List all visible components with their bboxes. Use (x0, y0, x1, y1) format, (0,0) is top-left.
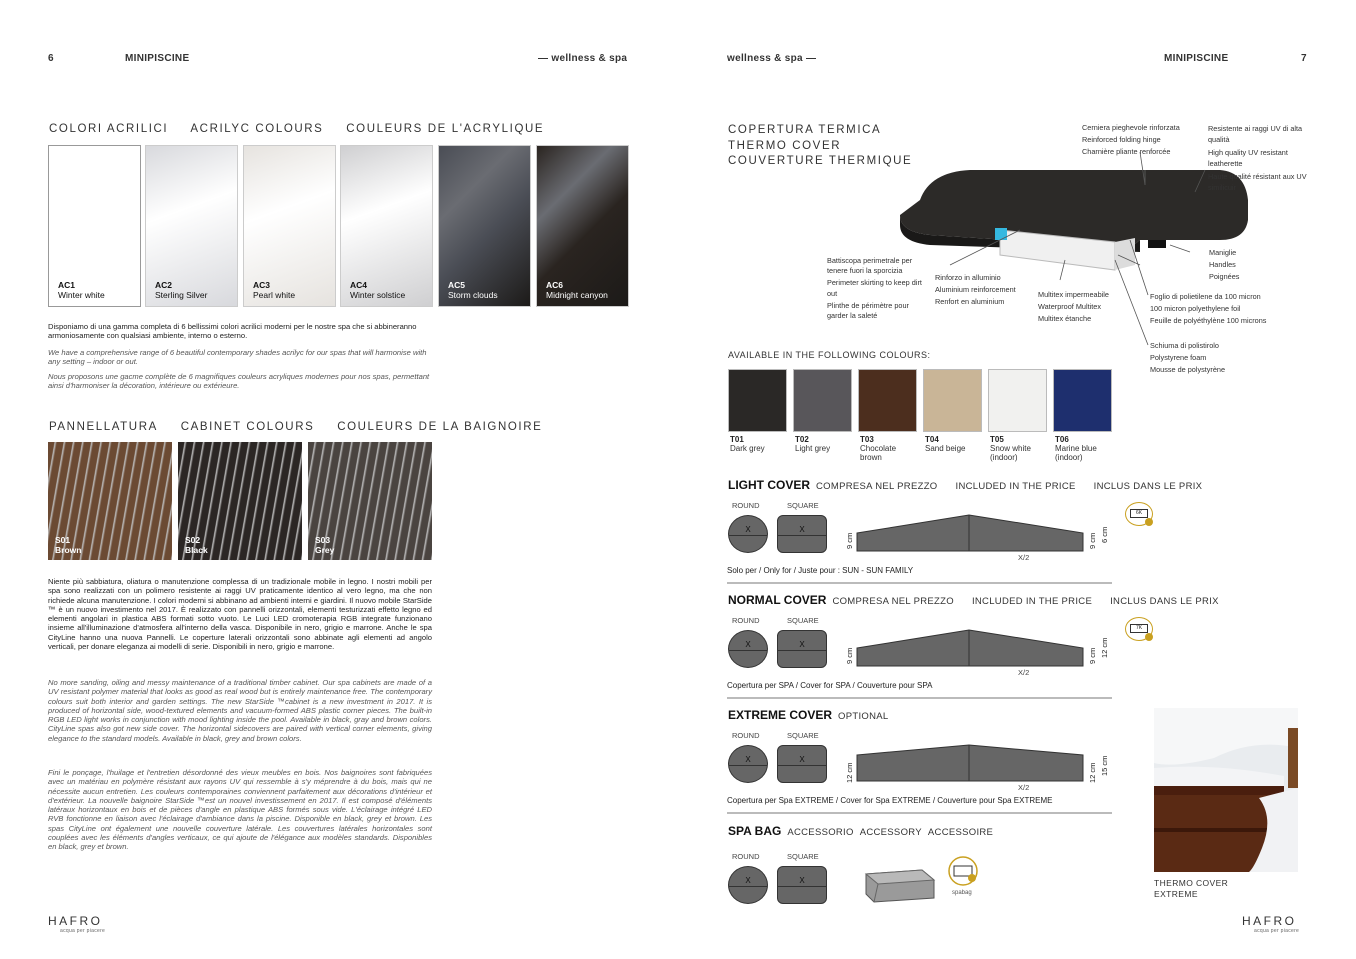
cover-colour-code: T06 (1055, 435, 1069, 444)
callout-foam: Schiuma di polistirolo Polystyrene foam Mousse de polystyrène (1150, 341, 1226, 375)
acrylic-swatch-name: Midnight canyon (546, 290, 608, 300)
cover-colour-label (990, 435, 1050, 462)
callout-multitex: Multitex impermeabile Waterproof Multitex Multitex étanche (1038, 290, 1109, 324)
right-logo-sub: acqua per piacere (1254, 928, 1300, 934)
cover-title (728, 593, 1219, 607)
cover-colour-code: T04 (925, 435, 939, 444)
acrylic-swatch-label (448, 280, 498, 300)
cover-thickness-check-icon (1145, 633, 1153, 641)
cover-title-text: EXTREME COVER (728, 708, 833, 722)
cover-thickness-icon (1125, 502, 1153, 526)
cover-half-label: X/2 (1018, 668, 1030, 677)
cover-subtitle: COMPRESA NEL PREZZO (816, 481, 938, 492)
cover-colour-name: Chocolate brown (860, 444, 897, 462)
cover-colour-name: Marine blue (indoor) (1055, 444, 1097, 462)
acrylic-swatch-name: Winter white (58, 290, 105, 300)
acrylic-swatch-name: Sterling Silver (155, 290, 208, 300)
right-section-tag: wellness & spa — (727, 53, 817, 64)
cabinet-swatch-label (55, 535, 81, 555)
thermo-title-fr: COUVERTURE THERMIQUE (728, 155, 913, 168)
cover-profile-diagram (856, 513, 1096, 563)
left-logo-text: HAFRO (48, 914, 103, 928)
cabinet-text-fr: Fini le ponçage, l'huilage et l'entretien désordonné des vieux meubles en bois. Nos baignoires sont fabriquées avec un matériau en polymère résistant aux rayons UV qui ressemble à s'y méprendre à du bois, mais qui ne nécessite aucun entretien. Les couleurs contemporaines conviennent parfaitement aux décorations d'intérieur et d'extérieur. La nouvelle baignoire StarSide ™est un nouvel investissement en 2017. Il est composé d'éléments latéraux horizontaux en bois et de pièces d'angle en plastique ABS formés sous vide. L'éclairage intégré LED RVB fonctionne en liaison avec l'éclairage d'ambiance dans la piscine. Disponible en black, grey et brown. Les spas CityLine ont également une nouvelle couverture latérale. Les couvertures latérales horizontales sont couplées avec les éléments d'angles verticaux, ce qui ajoute de l'élégance aux modèles standards. Disponibles en black, grey et brown. (48, 768, 432, 852)
cover-round-midline (729, 535, 767, 536)
cabinet-text-en: No more sanding, oiling and messy maintenance of a traditional timber cabinet. Our spa cabinets are made of a UV resistant polymer material that looks as good as real wood but is entirely maintenance free. The contemporary colours suit both interior and garden settings. The new StarSide ™cabinet is a new investment in 2017. It is produced of horizontal side, wood-textured elements and vacuum-formed ABS plastic corner pieces. The built-in RGB LED light works in conjunction with mood lighting inside the pool. Available in black, gray and brown colors. CityLine spas also got new side cover. The horizontal sidecovers are paired with vertical corner elements, giving elegance to the standard models. Available in black, grey and brown colors. (48, 678, 432, 743)
acrylic-text-en: We have a comprehensive range of 6 beautiful contemporary shades acrilyc for our spas that will harmonise with any setting – indoor or out. (48, 348, 427, 367)
acrylic-swatch-label (155, 280, 207, 300)
acrylic-titles (49, 123, 562, 135)
cabinet-titles (49, 421, 560, 433)
cover-colour-code: T03 (860, 435, 874, 444)
cover-right-height-a: 9 cm (1088, 532, 1097, 549)
cover-colour-swatch (988, 369, 1047, 432)
acrylic-text-fr: Nous proposons une gacme complète de 6 magnifiques couleurs acryliques modernes pour nos spas, permettant ainsi d'harmoniser la décoration, intérieure ou extérieure. (48, 372, 430, 391)
cover-thickness-text: 7K (1130, 624, 1148, 633)
right-page-number: 7 (1301, 53, 1307, 64)
cover-half-label: X/2 (1018, 553, 1030, 562)
acrylic-title-fr: COULEURS DE L'ACRYLIQUE (346, 123, 545, 135)
cover-colour-name: Sand beige (925, 444, 966, 453)
cover-title-text: NORMAL COVER (728, 593, 827, 607)
cover-title (728, 478, 1202, 492)
cover-subtitle: INCLUS DANS LE PRIX (1093, 481, 1203, 492)
spabag-image (862, 866, 938, 906)
cover-note: Solo per / Only for / Juste pour : SUN - SUN FAMILY (727, 566, 914, 575)
cover-colour-swatch (1053, 369, 1112, 432)
spabag-round-label: ROUND (732, 852, 760, 861)
cover-note: Copertura per SPA / Cover for SPA / Couverture pour SPA (727, 681, 933, 690)
cover-square-x: X (799, 640, 805, 649)
acrylic-swatch-name: Pearl white (253, 290, 296, 300)
thermo-title-it: COPERTURA TERMICA (728, 124, 882, 136)
cover-square-x: X (799, 755, 805, 764)
cover-subtitle: INCLUDED IN THE PRICE (955, 481, 1076, 492)
cover-square-label: SQUARE (787, 501, 819, 510)
cover-profile-shape (857, 515, 1083, 551)
cover-title-text: LIGHT COVER (728, 478, 811, 492)
cover-round-x: X (745, 525, 751, 534)
cabinet-swatch (308, 442, 432, 560)
cover-colour-swatch (923, 369, 982, 432)
cover-colour-code: T05 (990, 435, 1004, 444)
acrylic-swatch-name: Winter solstice (350, 290, 406, 300)
cover-thickness-check-icon (1145, 518, 1153, 526)
cover-right-height-b: 6 cm (1100, 526, 1109, 543)
cover-square-label: SQUARE (787, 616, 819, 625)
cover-note: Copertura per Spa EXTREME / Cover for Spa EXTREME / Couverture pour Spa EXTREME (727, 796, 1053, 805)
cover-round-label: ROUND (732, 501, 760, 510)
cover-square-shape (777, 515, 827, 553)
acrylic-swatch-label (546, 280, 608, 300)
cover-colour-label (795, 435, 855, 453)
acrylic-swatch-code: AC4 (350, 280, 368, 290)
cover-half-label: X/2 (1018, 783, 1030, 792)
cover-square-midline (778, 650, 826, 651)
cover-colour-label (860, 435, 920, 462)
thermo-title-en: THERMO COVER (728, 139, 842, 152)
acrylic-title-it: COLORI ACRILICI (49, 123, 169, 135)
acrylic-swatch-label (350, 280, 405, 300)
callout-uv: Resistente ai raggi UV di alta qualità High quality UV resistant leatherette Haute qualité résistant aux UV similicuir (1208, 124, 1307, 192)
cover-square-midline (778, 535, 826, 536)
cabinet-swatch-code: S02 (185, 535, 201, 545)
cabinet-title-en: CABINET COLOURS (180, 421, 315, 433)
cabinet-text-it: Niente più sabbiatura, oliatura o manutenzione complessa di un tradizionale mobile in legno. I nostri mobili per spa sono realizzati con un polimero resistente ai raggi UV praticamente identico al vero legno, ma che non richiede alcuna manutenzione. I colori moderni si abbinano ad ambienti interni e giardini. Il nuovo mobile StarSide ™ è un nuovo investimento nel 2017. È realizzato con pannelli orizzontali, elementi testurizzati effetto legno ed elementi angolari in plastica ABS formati sotto vuoto. Le Luci LED cromoterapia RGB integrate funzionano insieme all'illuminazione d'atmosfera all'interno della vasca. Disponibile in nero, grigio e marrone. Anche le spa CityLine hanno una nuova Pannelli. Le coperture laterali orizzontali sono abbinate agli elementi ad angolo verticali, per donare eleganza ai modelli di serie. Disponibili in nero, grigio e marrone. (48, 577, 432, 652)
cabinet-swatch-code: S03 (315, 535, 331, 545)
spabag-title: SPA BAG ACCESSORIO ACCESSORY ACCESSOIRE (728, 824, 994, 838)
cabinet-swatch (48, 442, 172, 560)
cover-profile-diagram (856, 743, 1096, 793)
cover-round-shape (728, 745, 768, 783)
cover-subtitle: INCLUS DANS LE PRIX (1110, 596, 1219, 607)
cabinet-swatch-name: Black (185, 545, 208, 555)
right-section-title: MINIPISCINE (1164, 53, 1229, 64)
cover-colour-swatch (793, 369, 852, 432)
cover-colour-swatch (728, 369, 787, 432)
cover-colour-swatch (858, 369, 917, 432)
cover-left-height: 12 cm (845, 762, 854, 783)
acrylic-swatch-code: AC3 (253, 280, 271, 290)
cover-right-height-b: 15 cm (1100, 755, 1109, 776)
cover-profile-shape (857, 630, 1083, 666)
cover-round-x: X (745, 640, 751, 649)
cover-profile-diagram (856, 628, 1096, 678)
cabinet-swatch-label (185, 535, 208, 555)
cover-round-x: X (745, 755, 751, 764)
acrylic-swatch-label (253, 280, 295, 300)
acrylic-text-it: Disponiamo di una gamma completa di 6 bellissimi colori acrilici moderni per le nostre spa che si abbineranno armoniosamente con qualsiasi ambiente, interno o esterno. (48, 322, 417, 341)
acrylic-swatch-code: AC1 (58, 280, 76, 290)
cover-colour-label (730, 435, 790, 453)
cover-colour-name: Light grey (795, 444, 831, 453)
acrylic-swatch-code: AC6 (546, 280, 564, 290)
cover-square-shape (777, 630, 827, 668)
acrylic-swatch-label (58, 280, 105, 300)
cover-right-height-b: 12 cm (1100, 637, 1109, 658)
acrylic-title-en: ACRILYC COLOURS (190, 123, 324, 135)
cover-round-midline (729, 765, 767, 766)
cover-subtitle: INCLUDED IN THE PRICE (971, 596, 1093, 607)
cover-subtitle: COMPRESA NEL PREZZO (832, 596, 954, 607)
colours-heading: AVAILABLE IN THE FOLLOWING COLOURS: (728, 350, 931, 360)
spabag-icon (946, 856, 980, 888)
acrylic-swatch (48, 145, 141, 307)
cover-profile-shape (857, 745, 1083, 781)
cover-square-midline (778, 765, 826, 766)
acrylic-swatch-code: AC5 (448, 280, 466, 290)
cover-round-shape (728, 515, 768, 553)
acrylic-swatch-code: AC2 (155, 280, 173, 290)
cover-colour-name: Dark grey (730, 444, 765, 453)
cover-colour-label (925, 435, 985, 453)
callout-hinge: Cerniera pieghevole rinforzata Reinforced folding hinge Charnière pliante renforcée (1082, 123, 1180, 157)
cover-right-height-a: 12 cm (1088, 762, 1097, 783)
left-page-number: 6 (48, 53, 54, 64)
cover-title (728, 708, 888, 722)
left-section-title: MINIPISCINE (125, 53, 190, 64)
cover-divider (727, 697, 1112, 699)
acrylic-swatch (243, 145, 336, 307)
cover-colour-code: T01 (730, 435, 744, 444)
callout-foil: Foglio di polietilene da 100 micron 100 micron polyethylene foil Feuille de polyéthylène 100 microns (1150, 292, 1267, 326)
cover-thickness-icon (1125, 617, 1153, 641)
photo-caption: THERMO COVER EXTREME (1154, 878, 1229, 899)
left-section-tag: — wellness & spa (538, 53, 628, 64)
cabinet-title-it: PANNELLATURA (49, 421, 158, 433)
acrylic-swatch (536, 145, 629, 307)
cover-round-label: ROUND (732, 616, 760, 625)
cover-round-shape (728, 630, 768, 668)
spabag-square-shape: X (777, 866, 827, 904)
acrylic-swatch-name: Storm clouds (448, 290, 498, 300)
spabag-square-label: SQUARE (787, 852, 819, 861)
cover-square-x: X (799, 525, 805, 534)
cabinet-swatch-name: Brown (55, 545, 82, 555)
right-logo (1242, 914, 1299, 934)
cabinet-swatch-code: S01 (55, 535, 71, 545)
cover-right-height-a: 9 cm (1088, 647, 1097, 664)
left-logo (48, 914, 105, 934)
cover-divider (727, 582, 1112, 584)
cover-subtitle: OPTIONAL (838, 711, 889, 722)
cover-colour-code: T02 (795, 435, 809, 444)
cover-divider (727, 812, 1112, 814)
callout-aluminium: Rinforzo in alluminio Aluminium reinforcement Renfort en aluminium (935, 273, 1016, 307)
acrylic-swatch (340, 145, 433, 307)
cover-colour-label (1055, 435, 1115, 462)
cover-square-shape (777, 745, 827, 783)
cover-round-midline (729, 650, 767, 651)
cabinet-swatch-name: Grey (315, 545, 335, 555)
spabag-round-shape: X (728, 866, 768, 904)
cabinet-title-fr: COULEURS DE LA BAIGNOIRE (337, 421, 543, 433)
cabinet-swatch-label (315, 535, 334, 555)
callout-handles: Maniglie Handles Poignées (1209, 248, 1240, 282)
spabag-icon-label: spabag (952, 890, 972, 896)
cover-left-height: 9 cm (845, 647, 854, 664)
acrylic-swatch (145, 145, 238, 307)
cover-left-height: 9 cm (845, 532, 854, 549)
right-logo-text: HAFRO (1242, 914, 1297, 928)
left-logo-sub: acqua per piacere (60, 928, 106, 934)
cover-thickness-text: 6K (1130, 509, 1148, 518)
cabinet-swatch (178, 442, 302, 560)
cover-colour-name: Snow white (indoor) (990, 444, 1031, 462)
thermo-cover-extreme-photo (1154, 708, 1298, 872)
callout-skirting: Battiscopa perimetrale per tenere fuori la sporcizia Perimeter skirting to keep dirt out Plinthe de périmètre pour garder la saleté (827, 256, 922, 321)
acrylic-swatch (438, 145, 531, 307)
cover-round-label: ROUND (732, 731, 760, 740)
cover-square-label: SQUARE (787, 731, 819, 740)
